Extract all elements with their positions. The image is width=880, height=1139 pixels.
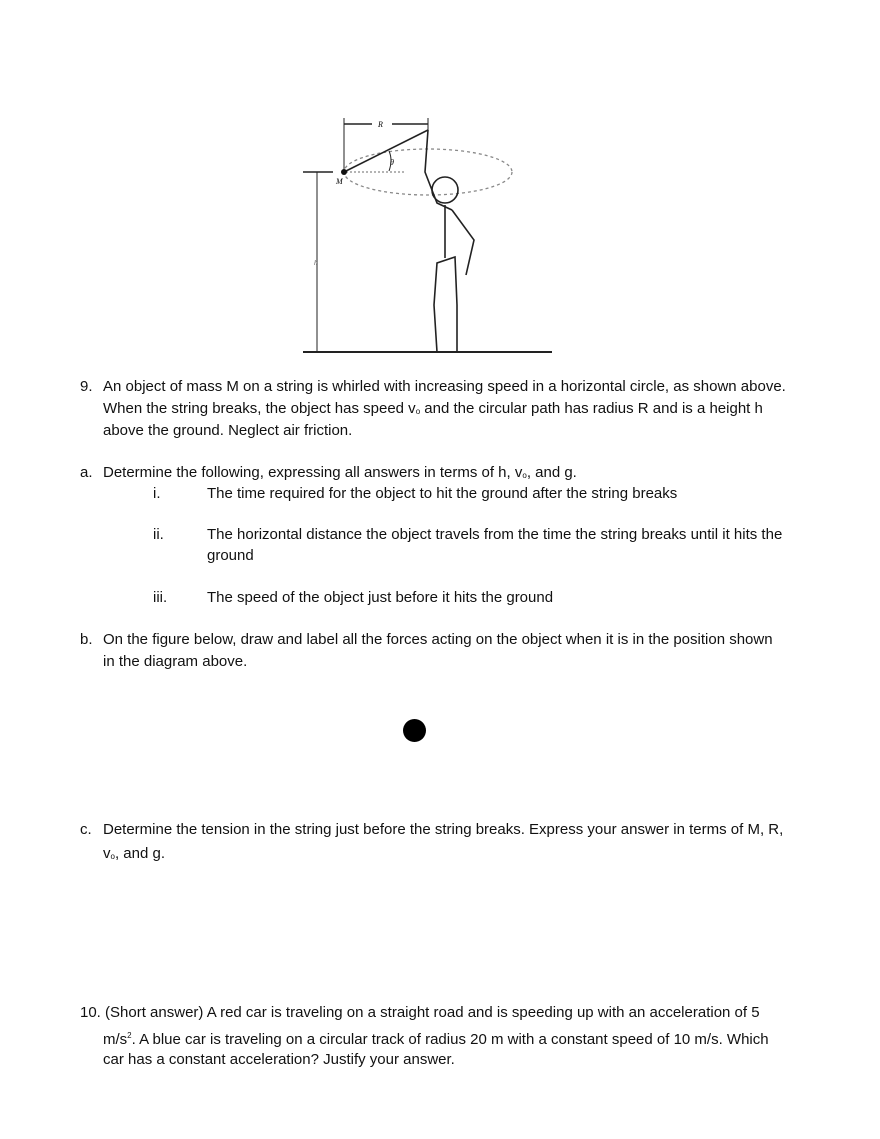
part-a-i-text: The time required for the object to hit the ground after the string breaks (207, 485, 678, 502)
label-M: M (336, 177, 343, 186)
free-body-dot[interactable] (403, 719, 426, 742)
part-a-letter: a. (80, 464, 93, 481)
part-a-iii-text: The speed of the object just before it hits the ground (207, 589, 554, 606)
whirling-mass-diagram (0, 0, 880, 400)
q9-line2: When the string breaks, the object has speed $v_o$ and the circular path has radius R and is a height h (103, 400, 763, 417)
q9-line1: An object of mass M on a string is whirled with increasing speed in a horizontal circle, as shown above. (103, 378, 786, 395)
q10-line2: $m/s^2$. A blue car is traveling on a circular track of radius 20 m with a constant speed of 10 m/s. Which (103, 1031, 769, 1048)
circular-path (344, 149, 512, 195)
q10-line1: 10. (Short answer) A red car is traveling on a straight road and is speeding up with an acceleration of 5 (80, 1004, 760, 1021)
label-h: h (314, 259, 318, 267)
label-R: R (378, 120, 383, 129)
person-legs (434, 257, 457, 352)
label-theta: θ (390, 158, 394, 167)
person-raised-arm (425, 130, 452, 210)
part-a-text: Determine the following, expressing all answers in terms of h, $v_o$, and g. (103, 464, 577, 481)
part-b-line1: On the figure below, draw and label all the forces acting on the object when it is in the position shown (103, 631, 773, 648)
q9-number: 9. (80, 378, 93, 395)
part-a-iii-num: iii. (153, 589, 168, 606)
part-b-letter: b. (80, 631, 93, 648)
part-c-letter: c. (80, 821, 92, 838)
mass-dot (341, 169, 347, 175)
part-b-line2: in the diagram above. (103, 653, 248, 670)
part-a-ii-num: ii. (153, 526, 164, 543)
string (344, 130, 428, 172)
q10-line3: car has a constant acceleration? Justify your answer. (103, 1051, 455, 1068)
part-c-line1: Determine the tension in the string just before the string breaks. Express your answer in terms of M, R, (103, 821, 784, 838)
q9-line3: above the ground. Neglect air friction. (103, 422, 353, 439)
part-a-ii-line2: ground (207, 547, 254, 564)
part-a-i-num: i. (153, 485, 161, 502)
part-a-ii-line1: The horizontal distance the object travels from the time the string breaks until it hits the (207, 526, 783, 543)
part-c-line2: $v_o$, and g. (103, 845, 165, 862)
